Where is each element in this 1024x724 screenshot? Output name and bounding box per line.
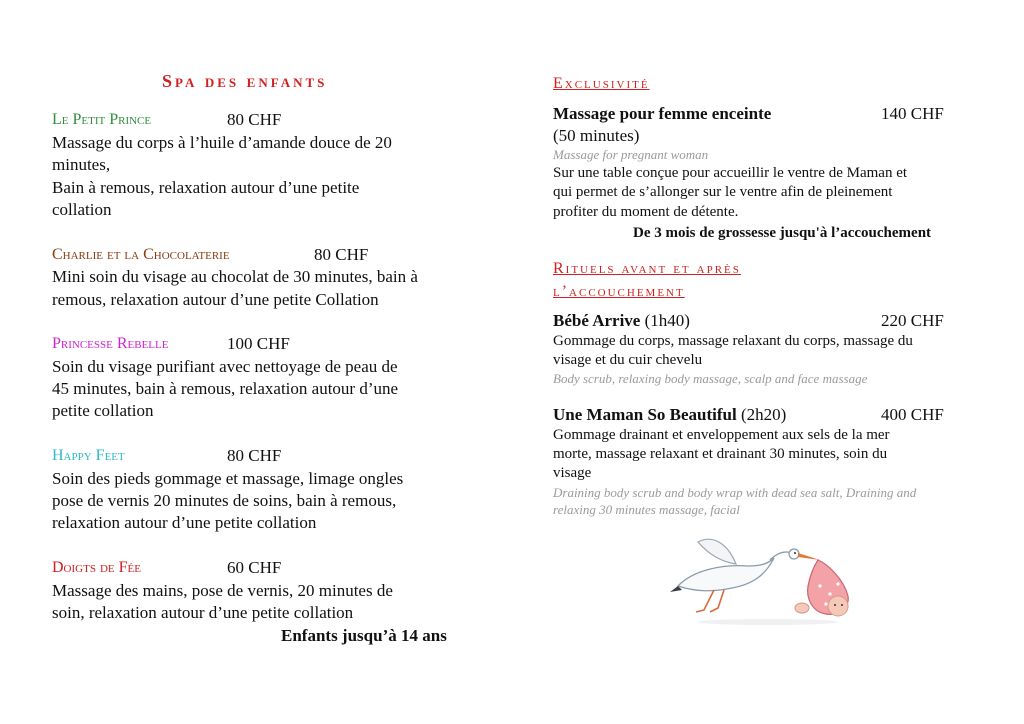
service-name: Le Petit Prince <box>52 111 152 128</box>
pregnancy-note: De 3 mois de grossesse jusqu'à l’accouchement <box>633 225 932 241</box>
service-desc-line: visage et du cuir chevelu <box>553 352 703 368</box>
service-desc-line: soin, relaxation autour d’une petite collation <box>52 603 354 622</box>
service-desc-line: Massage des mains, pose de vernis, 20 minutes de <box>52 581 393 600</box>
service-desc-line: morte, massage relaxant et drainant 30 minutes, soin du <box>553 446 888 462</box>
service-title: Une Maman So Beautiful <box>553 405 737 424</box>
section-heading: Exclusivité <box>553 75 650 92</box>
service-price: 80 CHF <box>314 245 369 264</box>
service-duration: (2h20) <box>740 405 787 424</box>
service-desc-line: Mini soin du visage au chocolat de 30 minutes, bain à <box>52 267 418 286</box>
service-price: 80 CHF <box>227 446 282 465</box>
service-name: Happy Feet <box>52 447 125 464</box>
service-translation: Body scrub, relaxing body massage, scalp and face massage <box>553 371 868 386</box>
service-desc-line: Gommage drainant et enveloppement aux sels de la mer <box>553 427 890 443</box>
service-price: 80 CHF <box>227 110 282 129</box>
service-desc-line: profiter du moment de détente. <box>553 204 739 220</box>
service-name: Charlie et la Chocolaterie <box>52 246 230 263</box>
service-price: 400 CHF <box>881 405 944 424</box>
service-price: 220 CHF <box>881 311 944 330</box>
stork-baby-illustration <box>668 534 868 626</box>
service-desc-line: Massage du corps à l’huile d’amande douce de 20 <box>52 133 392 152</box>
service-duration: (1h40) <box>644 311 690 330</box>
service-desc-line: 45 minutes, bain à remous, relaxation autour d’une <box>52 379 399 398</box>
section-heading: Rituels avant et après <box>553 260 741 277</box>
service-desc-line: Gommage du corps, massage relaxant du corps, massage du <box>553 333 913 349</box>
service-desc-line: relaxation autour d’une petite collation <box>52 513 317 532</box>
service-desc-line: minutes, <box>52 155 111 174</box>
service-duration: (50 minutes) <box>553 126 640 145</box>
age-note: Enfants jusqu’à 14 ans <box>281 626 447 645</box>
service-desc-line: collation <box>52 200 112 219</box>
service-desc-line: Soin des pieds gommage et massage, limage ongles <box>52 469 404 488</box>
service-desc-line: Soin du visage purifiant avec nettoyage de peau de <box>52 357 398 376</box>
service-desc-line: Sur une table conçue pour accueillir le ventre de Maman et <box>553 165 908 181</box>
service-title-row <box>553 404 786 426</box>
service-translation: Massage for pregnant woman <box>553 147 709 162</box>
service-translation: Draining body scrub and body wrap with dead sea salt, Draining and <box>553 485 917 500</box>
service-desc-line: pose de vernis 20 minutes de soins, bain à remous, <box>52 491 397 510</box>
service-desc-line: petite collation <box>52 401 154 420</box>
service-desc-line: visage <box>553 465 592 481</box>
service-price: 60 CHF <box>227 558 282 577</box>
service-desc-line: Bain à remous, relaxation autour d’une petite <box>52 178 360 197</box>
section-heading: l’accouchement <box>553 283 685 300</box>
page-title: Spa des enfants <box>162 71 328 91</box>
service-desc-line: remous, relaxation autour d’une petite Collation <box>52 290 379 309</box>
service-price: 100 CHF <box>227 334 290 353</box>
service-title-row <box>553 310 690 332</box>
service-name: Princesse Rebelle <box>52 335 169 352</box>
service-title: Bébé Arrive <box>553 311 641 330</box>
service-translation: relaxing 30 minutes massage, facial <box>553 502 740 517</box>
service-price: 140 CHF <box>881 104 944 123</box>
service-desc-line: qui permet de s’allonger sur le ventre afin de pleinement <box>553 184 893 200</box>
service-name: Doigts de Fée <box>52 559 141 576</box>
service-title: Massage pour femme enceinte <box>553 104 772 123</box>
